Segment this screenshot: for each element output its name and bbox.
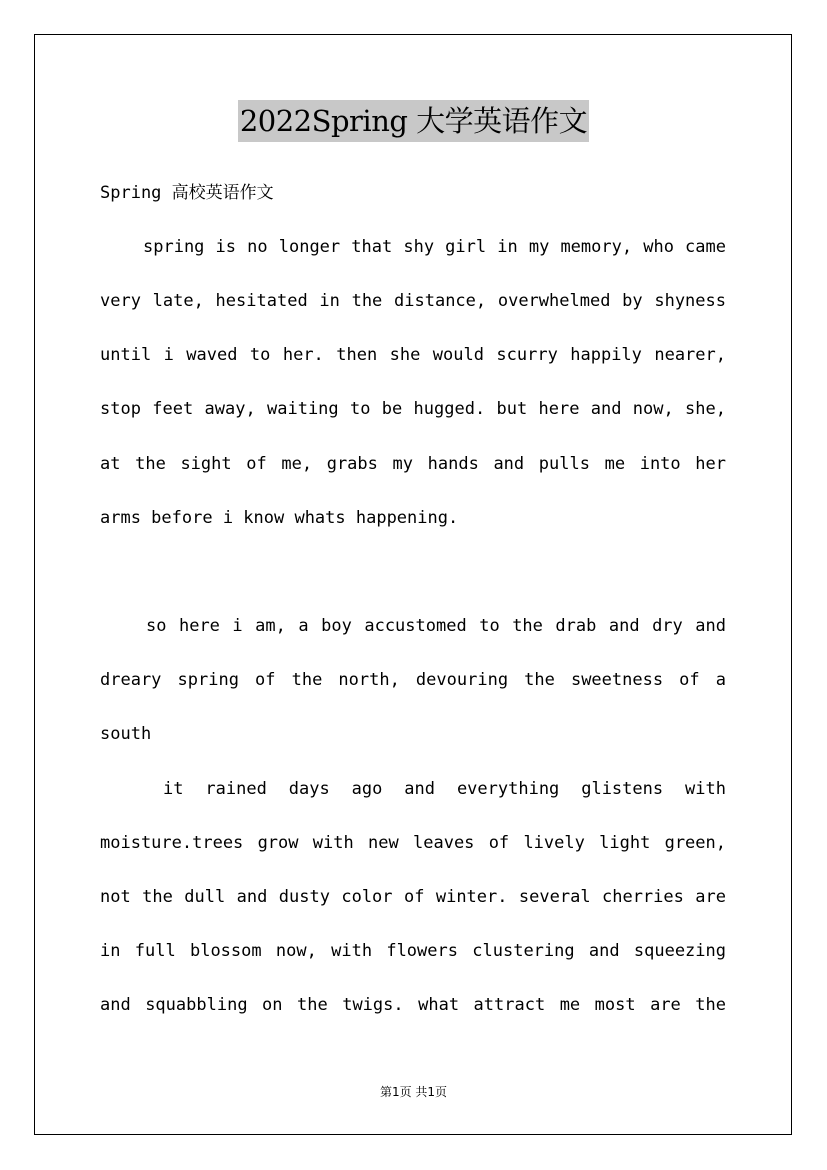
text-line: stop feet away, waiting to be hugged. but here and now, she, [100, 399, 726, 419]
title-container [0, 100, 827, 142]
text-line: spring is no longer that shy girl in my memory, who came [143, 237, 726, 257]
text-line: very late, hesitated in the distance, overwhelmed by shyness [100, 291, 726, 311]
text-line: at the sight of me, grabs my hands and pulls me into her [100, 454, 726, 474]
document-subtitle: Spring 高校英语作文 [100, 183, 274, 203]
text-line: and squabbling on the twigs. what attract me most are the [100, 995, 726, 1015]
text-line: so here i am, a boy accustomed to the drab and dry and [146, 616, 726, 636]
text-line: in full blossom now, with flowers clustering and squeezing [100, 941, 726, 961]
text-line: dreary spring of the north, devouring the sweetness of a [100, 670, 726, 690]
page-footer: 第1页 共1页 [379, 1085, 448, 1099]
text-line: not the dull and dusty color of winter. several cherries are [100, 887, 726, 907]
text-line: moisture.trees grow with new leaves of lively light green, [100, 833, 726, 853]
text-line: until i waved to her. then she would scurry happily nearer, [100, 345, 726, 365]
text-line: arms before i know whats happening. [100, 508, 459, 528]
document-title: 2022Spring 大学英语作文 [238, 100, 589, 142]
text-line: it rained days ago and everything glistens with [163, 779, 726, 799]
text-line: south [100, 724, 152, 744]
